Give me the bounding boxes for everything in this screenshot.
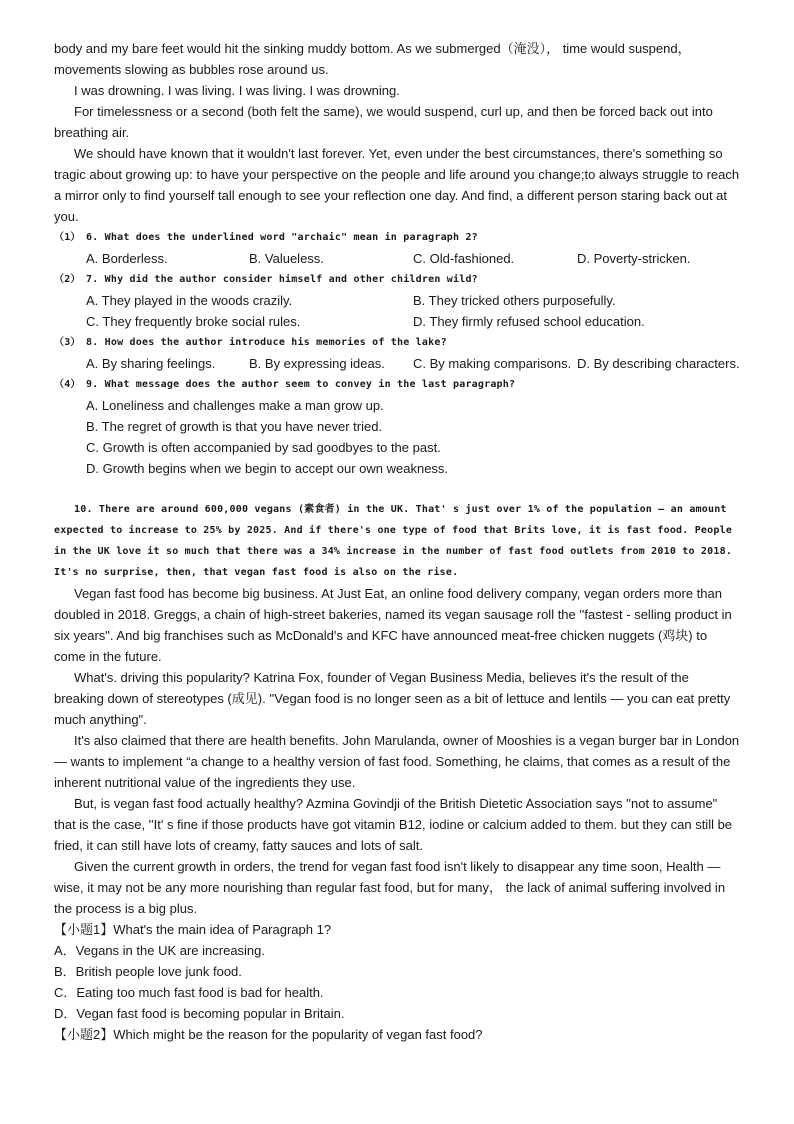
passage-paragraph: For timelessness or a second (both felt the same), we would suspend, curl up, and then be forced back out into breathing air.	[54, 104, 713, 140]
question-block	[54, 374, 740, 479]
option-d[interactable]: D. Growth begins when we begin to accept our own weakness.	[86, 461, 449, 476]
question-block	[54, 332, 740, 374]
option-grid	[54, 290, 740, 332]
subquestion-text: 【小题2】Which might be the reason for the popularity of vegan fast food?	[54, 1027, 483, 1042]
passage-paragraph: Vegan fast food has become big business. At Just Eat, an online food delivery company, vegan orders more than doubled in 2018. Greggs, a chain of high-street bakeries, named its vegan sausage roll the ''fastest - selling product in six years". And big franchises such as McDonald's and KFC have announced meat-free chicken nuggets (鸡块) to come in the future.	[54, 586, 732, 664]
document-page	[54, 38, 740, 1045]
question-number: （4）	[54, 379, 81, 390]
option-b[interactable]: B. Valueless.	[249, 251, 324, 266]
option-c[interactable]: C．Eating too much fast food is bad for health.	[54, 985, 324, 1000]
passage-paragraph: What's. driving this popularity? Katrina Fox, founder of Vegan Business Media, believes it's the result of the breaking down of stereotypes (成见). ''Vegan food is no longer seen as a bit of lettuce and lentils — you can eat pretty much anything".	[54, 670, 731, 727]
subquestion-block	[54, 1024, 740, 1045]
option-a[interactable]: A. Loneliness and challenges make a man grow up.	[86, 398, 384, 413]
question-block	[54, 269, 740, 332]
option-c[interactable]: C. They frequently broke social rules.	[86, 314, 301, 329]
option-c[interactable]: C. Old-fashioned.	[413, 251, 515, 266]
passage-paragraph: I was drowning. I was living. I was living. I was drowning.	[74, 83, 400, 98]
passage-paragraph: body and my bare feet would hit the sinking muddy bottom. As we submerged（淹没）， time would suspend，movements slowing as bubbles rose around us.	[54, 41, 691, 77]
option-d[interactable]: D. By describing characters.	[577, 356, 740, 371]
passage-paragraph: It's also claimed that there are health benefits. John Marulanda, owner of Mooshies is a vegan burger bar in London — wants to implement “a change to a healthy version of fast food. Something, he claims, that comes as a result of the inherent nutritional value of the ingredients they use.	[54, 733, 740, 790]
question-block	[54, 227, 740, 269]
question-text: 6. What does the underlined word "archaic" mean in paragraph 2?	[86, 232, 478, 243]
passage-paragraph: We should have known that it wouldn't last forever. Yet, even under the best circumstances, there's something so tragic about growing up: to have your perspective on the people and life around you change;to always struggle to reach a mirror only to find yourself tall enough to see your reflection one day. And find, a different person staring back out at you.	[54, 146, 740, 224]
passage10-intro: 10. There are around 600,000 vegans (素食者) in the UK. That' s just over 1% of the population — an amount expected to increase to 25% by 2025. And if there's one type of food that Brits love, it is fast food. People in the UK love it so much that there was a 34% increase in the number of fast food outlets from 2010 to 2018. It's no surprise, then, that vegan fast food is also on the rise.	[54, 504, 733, 578]
subquestion-text: 【小题1】What's the main idea of Paragraph 1?	[54, 922, 332, 937]
option-a[interactable]: A．Vegans in the UK are increasing.	[54, 943, 266, 958]
passage-paragraph: But, is vegan fast food actually healthy? Azmina Govindji of the British Dietetic Association says ''not to assume" that is the case, ''It' s fine if those products have got vitamin B12, iodine or calcium added to them. but they can still be fried, it can still have lots of creamy, fatty sauces and lots of salt.	[54, 796, 733, 853]
option-a[interactable]: A. Borderless.	[86, 251, 168, 266]
question-text: 8. How does the author introduce his memories of the lake?	[86, 337, 447, 348]
question-number: （2）	[54, 274, 81, 285]
option-a[interactable]: A. They played in the woods crazily.	[86, 293, 293, 308]
question-text: 7. Why did the author consider himself and other children wild?	[86, 274, 478, 285]
option-b[interactable]: B．British people love junk food.	[54, 964, 242, 979]
option-d[interactable]: D. They firmly refused school education.	[413, 314, 645, 329]
question-text: 9. What message does the author seem to convey in the last paragraph?	[86, 379, 516, 390]
question-number: （1）	[54, 232, 81, 243]
option-b[interactable]: B. The regret of growth is that you have never tried.	[86, 419, 383, 434]
passage-paragraph: Given the current growth in orders, the trend for vegan fast food isn't likely to disappear any time soon, Health — wise, it may not be any more nourishing than regular fast food, but for many， the lack of animal suffering involved in the process is a big plus.	[54, 859, 726, 916]
option-b[interactable]: B. By expressing ideas.	[249, 356, 385, 371]
option-a[interactable]: A. By sharing feelings.	[86, 356, 216, 371]
option-list	[54, 395, 740, 479]
subquestion-block	[54, 919, 740, 1024]
option-row	[54, 248, 740, 269]
option-c[interactable]: C. By making comparisons.	[413, 356, 572, 371]
option-d[interactable]: D. Poverty-stricken.	[577, 251, 691, 266]
question-number: （3）	[54, 337, 81, 348]
option-b[interactable]: B. They tricked others purposefully.	[413, 293, 616, 308]
option-row	[54, 353, 740, 374]
option-d[interactable]: D．Vegan fast food is becoming popular in Britain.	[54, 1006, 345, 1021]
option-c[interactable]: C. Growth is often accompanied by sad goodbyes to the past.	[86, 440, 441, 455]
